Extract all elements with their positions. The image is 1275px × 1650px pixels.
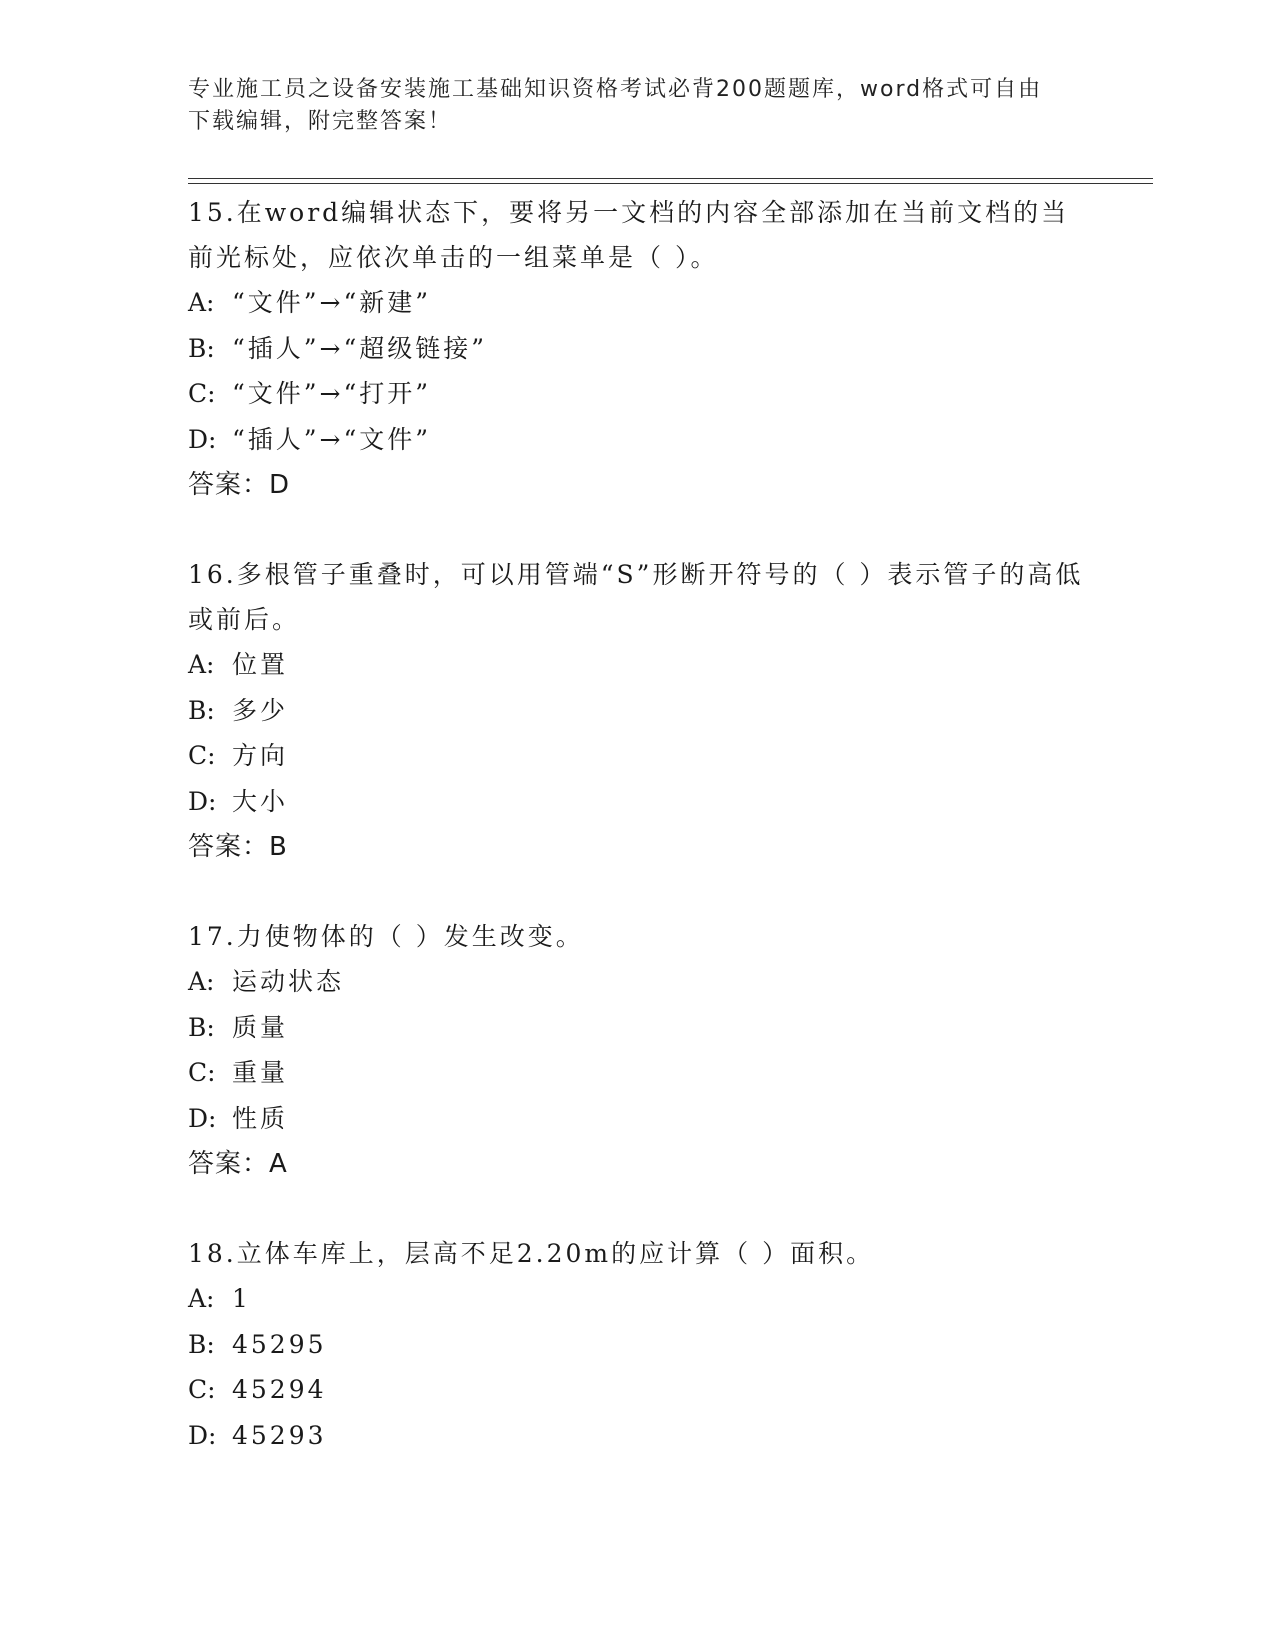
header-line-2: 下载编辑，附完整答案！ — [188, 109, 453, 134]
option-a — [188, 642, 1148, 688]
option-c — [188, 1050, 1148, 1096]
answer-line: 答案：A — [188, 1149, 288, 1179]
question-stem: 17.力使物体的（ ）发生改变。 — [188, 922, 584, 951]
option-key: A: — [188, 967, 215, 996]
option-key: D: — [188, 1420, 217, 1450]
option-b — [188, 1005, 1148, 1051]
question-16 — [188, 552, 1148, 870]
option-key: B: — [188, 695, 215, 725]
option-text: 性质 — [232, 1103, 289, 1133]
option-text: 位置 — [232, 650, 289, 679]
option-key: B: — [188, 1012, 215, 1042]
option-key: D: — [188, 1103, 217, 1133]
option-key: A: — [188, 288, 215, 317]
option-d — [188, 417, 1148, 463]
answer-line: 答案：D — [188, 470, 291, 500]
option-text: 方向 — [232, 741, 289, 770]
option-text: 运动状态 — [232, 967, 345, 996]
option-key: D: — [188, 786, 217, 816]
question-list — [188, 190, 1148, 1502]
option-text: 45294 — [232, 1375, 327, 1404]
option-text: “文件”→“新建” — [232, 288, 432, 317]
option-b — [188, 1322, 1148, 1368]
option-text: 多少 — [232, 695, 289, 725]
option-text: 质量 — [232, 1012, 289, 1042]
header-divider — [188, 178, 1153, 184]
question-stem: 18.立体车库上，层高不足2.20m的应计算（ ）面积。 — [188, 1239, 875, 1268]
option-c — [188, 733, 1148, 779]
option-b — [188, 688, 1148, 734]
option-text: 1 — [232, 1284, 251, 1313]
question-stem: 15.在word编辑状态下，要将另一文档的内容全部添加在当前文档的当前光标处，应依次单击的一组菜单是（ ）。 — [188, 198, 1070, 272]
option-a — [188, 1276, 1148, 1322]
option-text: “插人”→“文件” — [232, 424, 432, 454]
option-d — [188, 1096, 1148, 1142]
question-18 — [188, 1231, 1148, 1458]
option-key: B: — [188, 333, 215, 363]
option-key: C: — [188, 1375, 216, 1404]
question-stem: 16.多根管子重叠时，可以用管端“S”形断开符号的（ ）表示管子的高低或前后。 — [188, 560, 1084, 634]
option-key: C: — [188, 1058, 216, 1087]
option-key: B: — [188, 1329, 215, 1359]
option-key: D: — [188, 424, 217, 454]
option-a — [188, 280, 1148, 326]
option-text: “文件”→“打开” — [232, 379, 432, 408]
option-c — [188, 371, 1148, 417]
question-17 — [188, 914, 1148, 1187]
option-d — [188, 779, 1148, 825]
option-key: A: — [188, 650, 215, 679]
question-15 — [188, 190, 1148, 508]
answer-line: 答案：B — [188, 832, 288, 862]
option-text: 45293 — [232, 1420, 327, 1450]
option-c — [188, 1367, 1148, 1413]
option-key: C: — [188, 741, 216, 770]
header-line-1: 专业施工员之设备安装施工基础知识资格考试必背200题题库，word格式可自由 — [188, 77, 1043, 102]
document-header — [188, 74, 1088, 138]
option-text: 大小 — [232, 786, 289, 816]
option-text: 45295 — [232, 1329, 327, 1359]
option-b — [188, 326, 1148, 372]
option-a — [188, 959, 1148, 1005]
option-key: C: — [188, 379, 216, 408]
option-text: 重量 — [232, 1058, 289, 1087]
option-text: “插人”→“超级链接” — [232, 333, 488, 363]
option-d — [188, 1413, 1148, 1459]
option-key: A: — [188, 1284, 215, 1313]
